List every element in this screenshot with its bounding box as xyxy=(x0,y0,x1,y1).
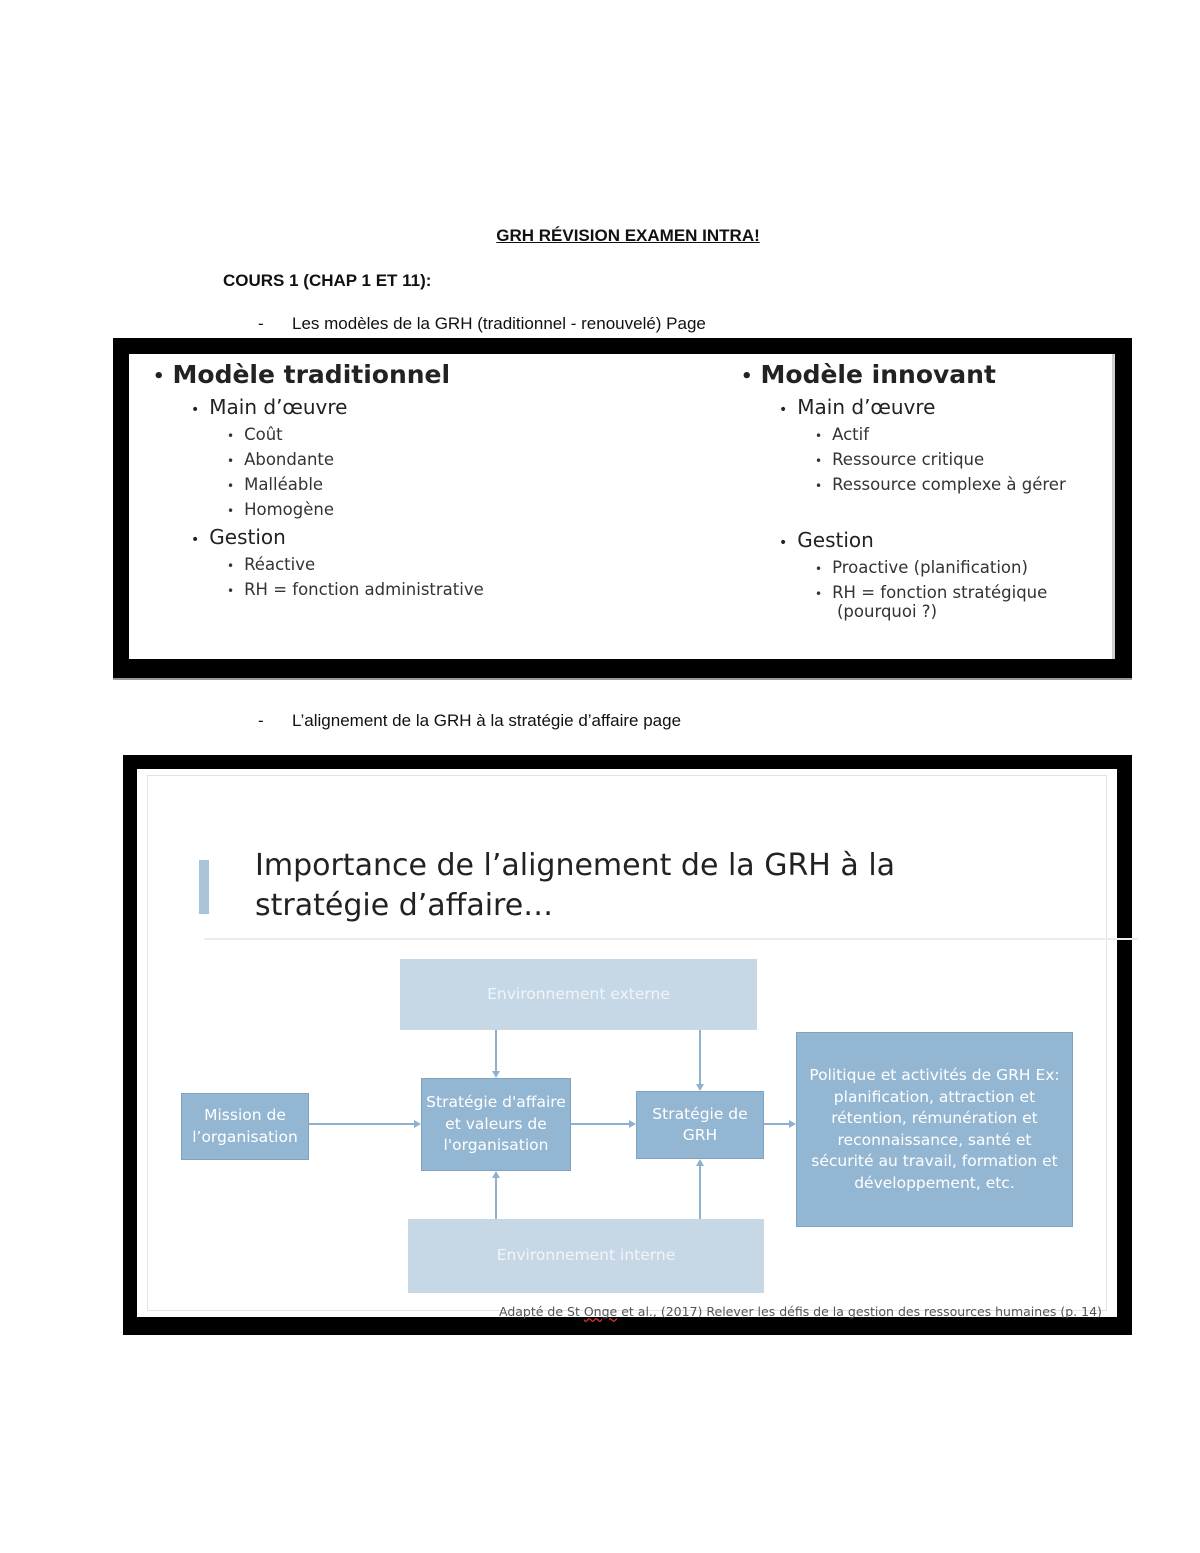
arrow-head xyxy=(789,1120,796,1128)
bullet-alignment xyxy=(258,711,681,731)
innovative-item: • Actif xyxy=(815,425,870,444)
arrow-hr-strategy-to-policies xyxy=(764,1123,789,1125)
traditional-item: • Homogène xyxy=(227,500,334,519)
traditional-item: • Réactive xyxy=(227,555,316,574)
mission-box: Mission de l’organisation xyxy=(181,1093,309,1160)
arrow-strategy-to-hr-strategy xyxy=(571,1123,629,1125)
external-environment-box: Environnement externe xyxy=(400,959,757,1030)
slide-models xyxy=(113,338,1132,678)
traditional-item: • Malléable xyxy=(227,475,324,494)
arrow-head xyxy=(492,1071,500,1078)
innovative-item: • Ressource complexe à gérer xyxy=(815,475,1066,494)
innovative-item-continuation: (pourquoi ?) xyxy=(837,602,938,621)
innovative-item: • Proactive (planification) xyxy=(815,558,1028,577)
business-strategy-box: Stratégie d'affaire et valeurs de l'organisation xyxy=(421,1078,571,1171)
arrow-head xyxy=(696,1084,704,1091)
arrow-external-to-strategy xyxy=(495,1030,497,1071)
bullet-models xyxy=(258,314,706,334)
traditional-heading: • Modèle traditionnel xyxy=(153,360,451,389)
arrow-head xyxy=(414,1120,421,1128)
innovative-item: • Ressource critique xyxy=(815,450,985,469)
source-citation: Adapté de St Onge et al., (2017) Relever les défis de la gestion des ressources humaines (p. 14) xyxy=(499,1304,1102,1319)
innovative-group-management: • Gestion xyxy=(779,528,874,552)
arrow-head xyxy=(696,1159,704,1166)
bullet-dash: - xyxy=(258,711,264,730)
arrow-head xyxy=(492,1171,500,1178)
innovative-group-workforce: • Main d’œuvre xyxy=(779,395,936,419)
hr-policies-box: Politique et activités de GRH Ex: planification, attraction et rétention, rémunération et reconnaissance, santé et sécurité au travail, formation et développement, etc. xyxy=(796,1032,1073,1227)
slide-title: Importance de l’alignement de la GRH à la stratégie d’affaire… xyxy=(255,848,896,923)
title-accent-bar xyxy=(199,860,209,914)
bullet-models-text: Les modèles de la GRH (traditionnel - renouvelé) Page xyxy=(292,314,706,333)
internal-environment-box: Environnement interne xyxy=(408,1219,764,1293)
traditional-group-management: • Gestion xyxy=(191,525,286,549)
hr-strategy-box: Stratégie de GRH xyxy=(636,1091,764,1159)
slide-edge xyxy=(1112,354,1115,659)
traditional-model-column xyxy=(153,360,484,599)
traditional-item: • RH = fonction administrative xyxy=(227,580,484,599)
document-title: GRH RÉVISION EXAMEN INTRA! xyxy=(496,226,760,245)
slide-frame xyxy=(147,775,1107,1319)
slide-alignment xyxy=(123,755,1132,1335)
innovative-item: • RH = fonction stratégique xyxy=(815,583,1048,602)
arrow-internal-to-strategy xyxy=(495,1178,497,1219)
arrow-external-to-hr-strategy xyxy=(699,1030,701,1084)
slide-models-content xyxy=(129,354,1115,659)
traditional-item: • Coût xyxy=(227,425,283,444)
section-heading: COURS 1 (CHAP 1 ET 11): xyxy=(223,271,432,290)
slide-alignment-content xyxy=(137,769,1117,1317)
innovative-model-column xyxy=(741,360,1066,621)
innovative-heading: • Modèle innovant xyxy=(741,360,996,389)
arrow-mission-to-strategy xyxy=(309,1123,414,1125)
arrow-internal-to-hr-strategy xyxy=(699,1166,701,1219)
bullet-alignment-text: L’alignement de la GRH à la stratégie d’affaire page xyxy=(292,711,682,730)
traditional-item: • Abondante xyxy=(227,450,335,469)
bullet-dash: - xyxy=(258,314,264,333)
arrow-head xyxy=(629,1120,636,1128)
traditional-group-workforce: • Main d’œuvre xyxy=(191,395,348,419)
